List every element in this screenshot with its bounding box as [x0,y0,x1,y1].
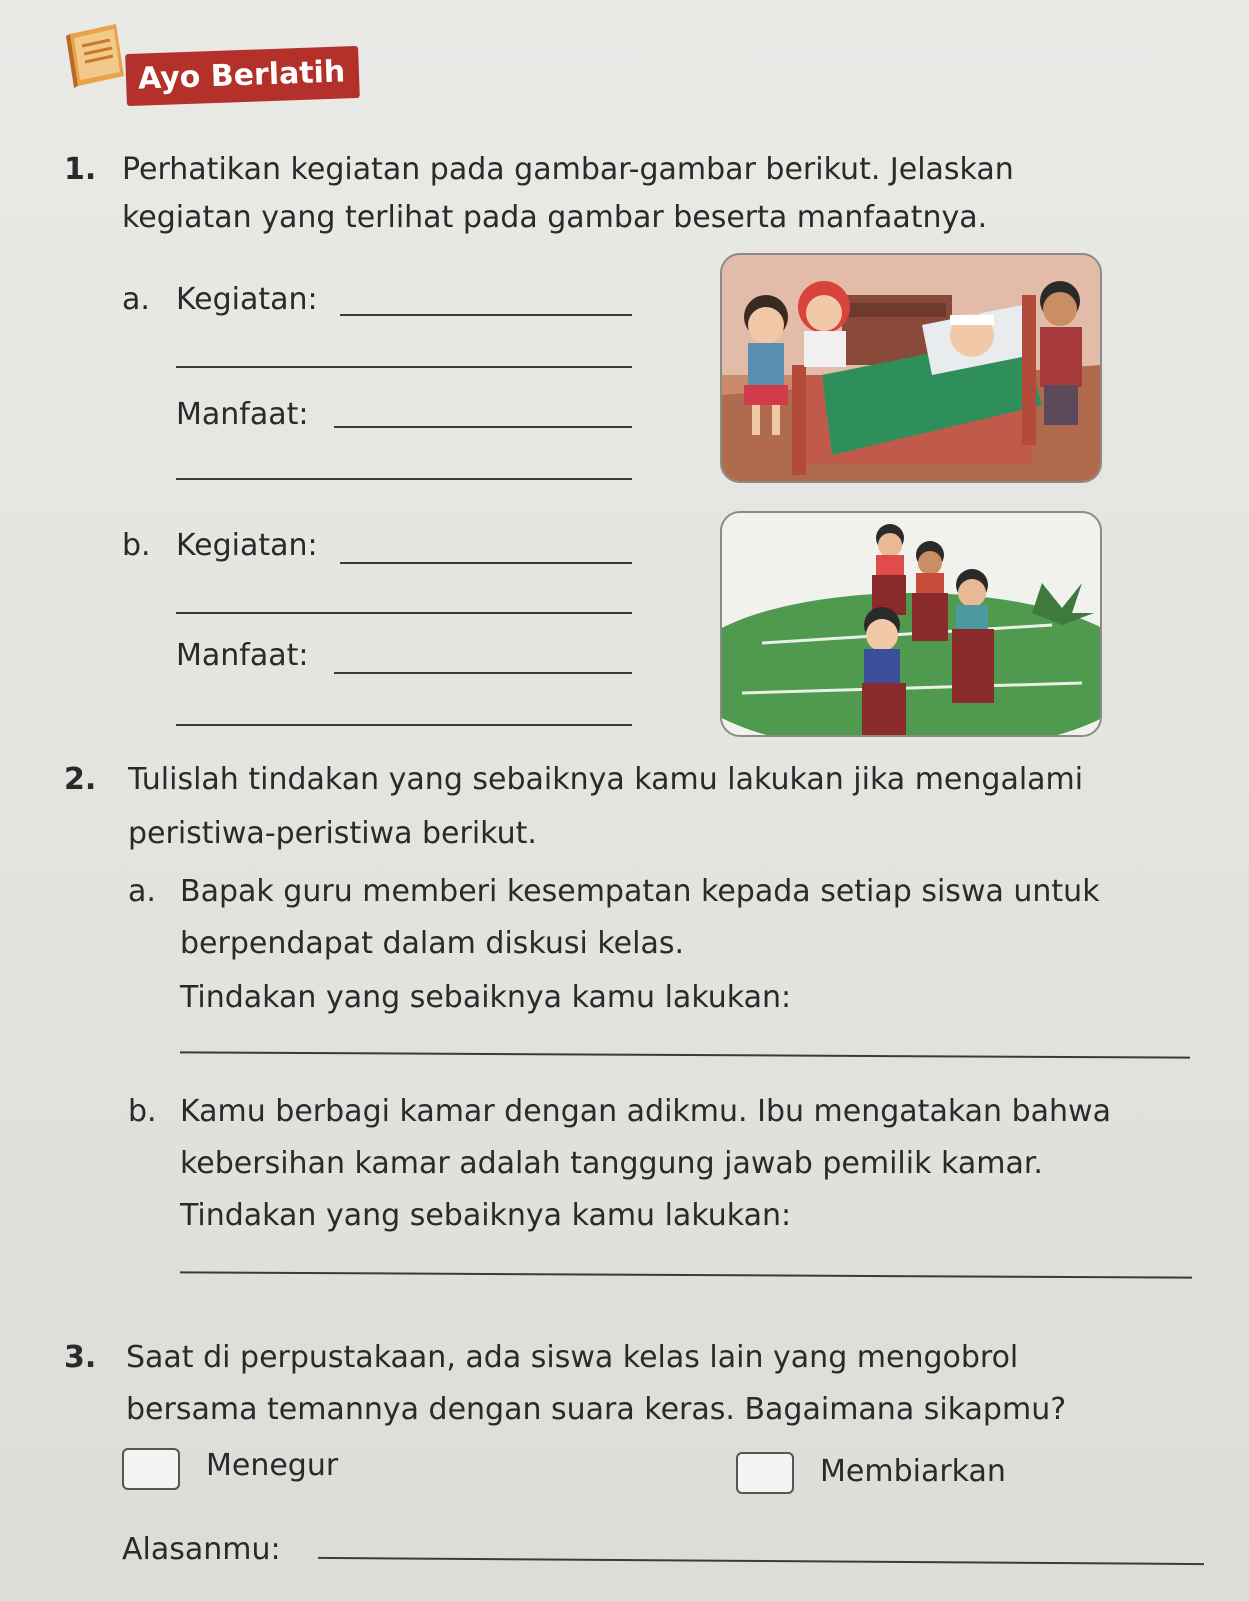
q1-text-line1: Perhatikan kegiatan pada gambar-gambar berikut. Jelaskan [122,152,1014,187]
q2a-label: a. [128,874,156,909]
q1b-manfaat-answer-line[interactable] [334,672,632,674]
q2a-prompt: Tindakan yang sebaiknya kamu lakukan: [180,980,792,1015]
q2a-text-line2: berpendapat dalam diskusi kelas. [180,926,685,961]
q2b-label: b. [128,1094,157,1129]
q2a-text-line1: Bapak guru memberi kesempatan kepada setiap siswa untuk [180,874,1100,909]
sick-friend-illustration [720,253,1102,483]
sack-race-illustration [720,511,1102,737]
q1a-kegiatan-answer-line[interactable] [340,314,632,316]
q1b-manfaat-label: Manfaat: [176,638,309,673]
q1-number: 1. [64,152,97,187]
membiarkan-label: Membiarkan [820,1454,1006,1489]
q1a-manfaat-answer-line-2[interactable] [176,478,632,480]
section-title: Ayo Berlatih [125,46,360,106]
q2-text-line1: Tulislah tindakan yang sebaiknya kamu lakukan jika mengalami [128,762,1084,797]
book-icon [64,20,134,90]
q3-number: 3. [64,1340,97,1375]
q2b-text-line2: kebersihan kamar adalah tanggung jawab pemilik kamar. [180,1146,1043,1181]
q2a-answer-line[interactable] [180,1051,1190,1058]
q2b-text-line1: Kamu berbagi kamar dengan adikmu. Ibu mengatakan bahwa [180,1094,1111,1129]
reason-label: Alasanmu: [122,1532,281,1567]
section-header [64,14,364,106]
q2-number: 2. [64,762,97,797]
q2b-prompt: Tindakan yang sebaiknya kamu lakukan: [180,1198,792,1233]
q1a-kegiatan-answer-line-2[interactable] [176,366,632,368]
sack-race-scene [722,513,1100,735]
q2-text-line2: peristiwa-peristiwa berikut. [128,816,537,851]
q1b-kegiatan-answer-line[interactable] [340,562,632,564]
q1b-kegiatan-label: Kegiatan: [176,528,318,563]
menegur-label: Menegur [206,1448,339,1483]
q1a-manfaat-label: Manfaat: [176,397,309,432]
q1a-manfaat-answer-line[interactable] [334,426,632,428]
reason-answer-line[interactable] [318,1557,1204,1565]
q1b-label: b. [122,528,151,563]
q3-text-line1: Saat di perpustakaan, ada siswa kelas lain yang mengobrol [126,1340,1019,1375]
sick-friend-scene [722,255,1100,481]
q1a-kegiatan-label: Kegiatan: [176,282,318,317]
menegur-checkbox[interactable] [122,1448,180,1490]
q1b-manfaat-answer-line-2[interactable] [176,724,632,726]
q3-text-line2: bersama temannya dengan suara keras. Bagaimana sikapmu? [126,1392,1067,1427]
q2b-answer-line[interactable] [180,1271,1192,1278]
membiarkan-checkbox[interactable] [736,1452,794,1494]
q1-text-line2: kegiatan yang terlihat pada gambar beserta manfaatnya. [122,200,988,235]
q1b-kegiatan-answer-line-2[interactable] [176,612,632,614]
q1a-label: a. [122,282,150,317]
